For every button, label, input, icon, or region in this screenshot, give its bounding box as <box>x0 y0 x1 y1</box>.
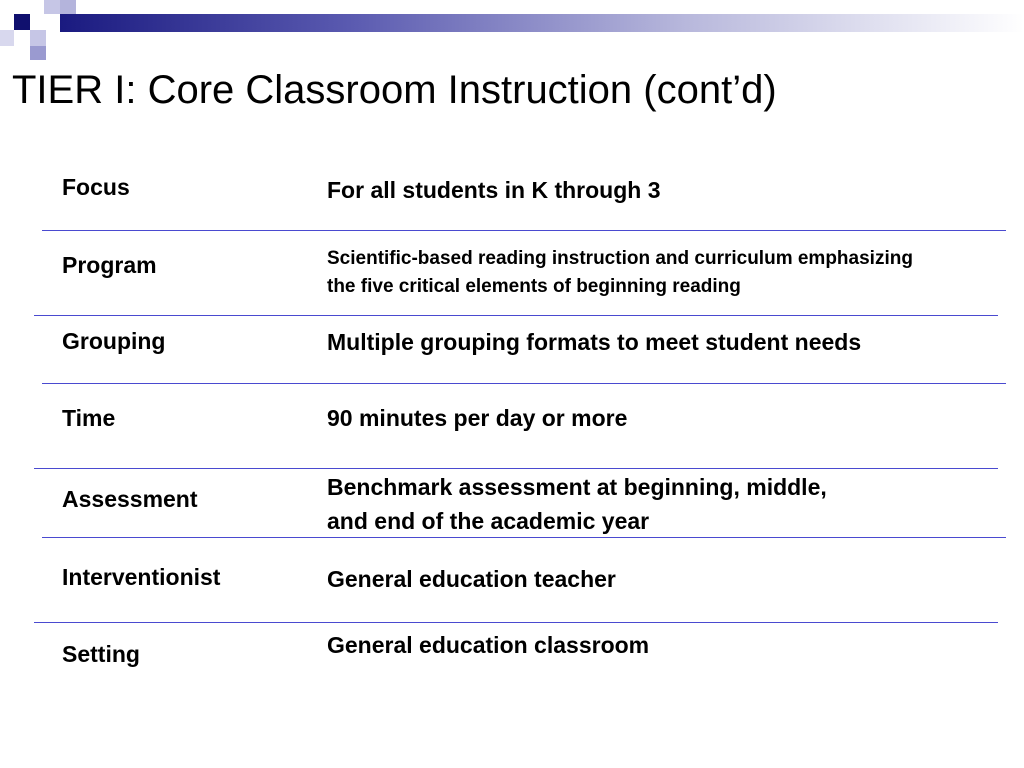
header-square-decoration <box>44 0 60 14</box>
header-gradient-bar <box>60 14 1024 32</box>
row-value-program-line: the five critical elements of beginning reading <box>327 276 741 297</box>
header-square-decoration <box>0 30 14 46</box>
row-value-grouping: Multiple grouping formats to meet student needs <box>327 329 862 355</box>
row-label-focus: Focus <box>62 174 130 200</box>
row-value-assessment-line: and end of the academic year <box>327 508 650 534</box>
row-value-program <box>327 245 913 301</box>
row-divider <box>42 383 1006 384</box>
header-square-decoration <box>60 0 76 14</box>
row-value-interventionist: General education teacher <box>327 566 616 592</box>
slide-title: TIER I: Core Classroom Instruction (cont’d) <box>12 68 777 112</box>
row-label-assessment: Assessment <box>62 486 198 512</box>
row-value-assessment <box>327 470 827 538</box>
header-square-decoration <box>30 46 46 60</box>
row-label-program: Program <box>62 252 157 278</box>
row-value-setting: General education classroom <box>327 632 650 658</box>
header-square-decoration <box>30 30 46 46</box>
row-divider <box>34 622 998 623</box>
row-label-setting: Setting <box>62 641 140 667</box>
row-value-focus: For all students in K through 3 <box>327 177 661 203</box>
row-divider <box>34 315 998 316</box>
row-divider <box>42 230 1006 231</box>
row-label-grouping: Grouping <box>62 328 166 354</box>
row-value-time: 90 minutes per day or more <box>327 405 628 431</box>
row-label-time: Time <box>62 405 116 431</box>
row-value-program-line: Scientific-based reading instruction and curriculum emphasizing <box>327 248 913 269</box>
row-value-assessment-line: Benchmark assessment at beginning, middle, <box>327 474 827 500</box>
row-divider <box>42 537 1006 538</box>
row-label-interventionist: Interventionist <box>62 564 221 590</box>
header-square-decoration <box>14 14 30 30</box>
row-divider <box>34 468 998 469</box>
